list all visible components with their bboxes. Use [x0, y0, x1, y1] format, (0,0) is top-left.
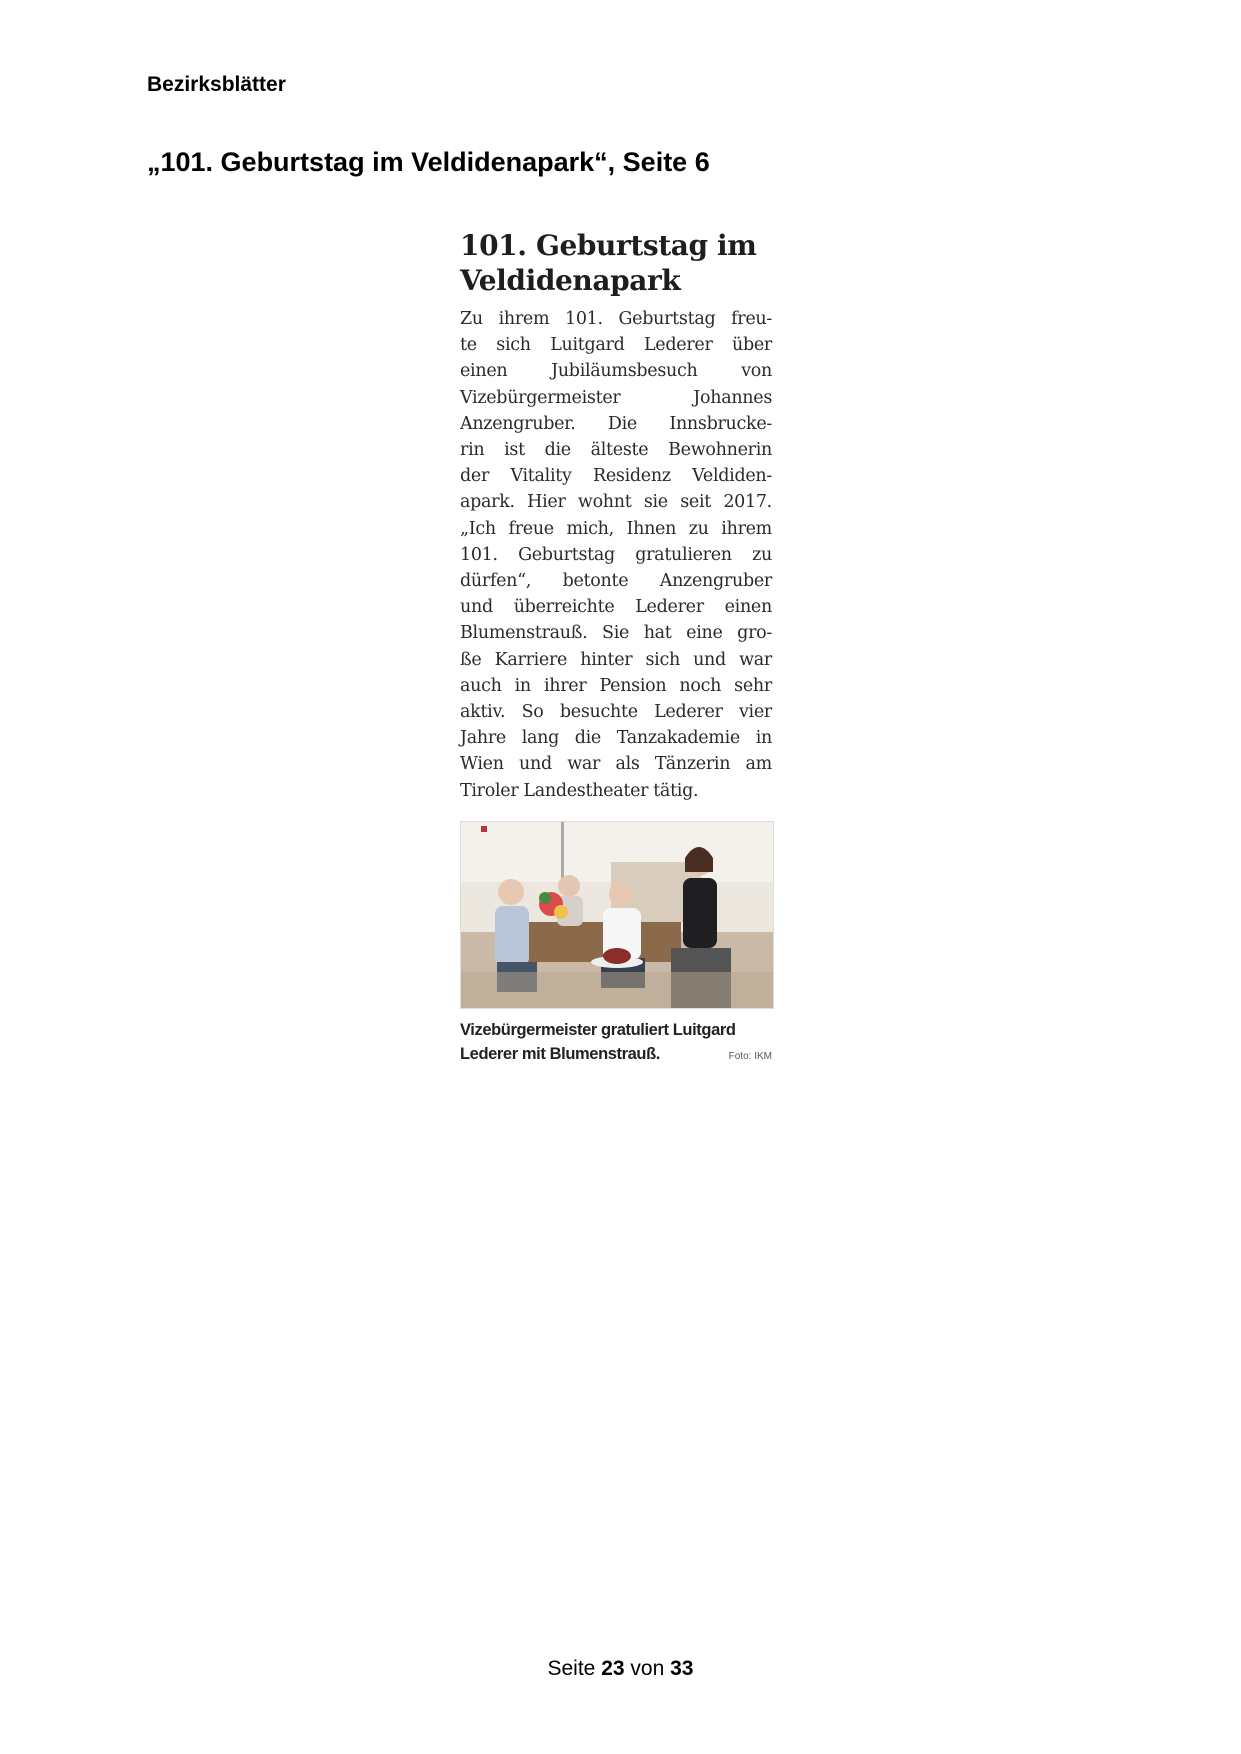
article-word: hinter — [580, 649, 633, 670]
article-body-line — [460, 437, 772, 463]
article-word: zu — [752, 544, 772, 565]
article-word: Lederer — [643, 335, 713, 356]
article-word: Lederer — [654, 702, 723, 723]
publication-name: Bezirksblätter — [147, 73, 286, 96]
article-headline-line: Veldidenapark — [460, 264, 681, 297]
article-word: Innsbrucke- — [669, 413, 772, 434]
article-word: betonte — [562, 571, 629, 592]
article-word: 101. — [565, 309, 603, 329]
article-word: 2017. — [723, 492, 772, 513]
article-word: Blumenstrauß. — [460, 623, 588, 644]
article-word: sehr — [734, 675, 772, 696]
article-word: freue — [508, 518, 554, 539]
article-word: Geburtstag — [518, 544, 615, 565]
photo-illustration — [461, 822, 773, 1008]
article-word: tätig. — [653, 780, 699, 801]
article-word: Residenz — [592, 466, 671, 487]
article-word: ße — [460, 649, 482, 670]
article-word: Karriere — [494, 649, 568, 670]
photo-caption-line: Lederer mit Blumenstrauß. — [460, 1044, 660, 1063]
article-photo — [460, 821, 774, 1009]
article-body-line — [460, 751, 772, 777]
article-body-line — [460, 411, 772, 437]
article-word: So — [521, 702, 544, 723]
article-word: Luitgard — [550, 335, 625, 356]
article-word: gratulieren — [635, 544, 732, 565]
photo-credit: Foto: IKM — [728, 1050, 772, 1062]
photo-caption-line: Vizebürgermeister gratuliert Luitgard — [460, 1020, 736, 1039]
footer-page-total: 33 — [670, 1657, 694, 1680]
article-word: auch — [460, 675, 502, 696]
article-body-line — [460, 568, 772, 594]
article-word: Tänzerin — [654, 754, 731, 775]
article-body-line — [460, 516, 772, 542]
article-word: Tiroler — [460, 780, 519, 801]
article-body-line — [460, 358, 772, 384]
article-body-line — [460, 542, 772, 568]
article-word: eine — [686, 623, 723, 644]
article-word: Geburtstag — [618, 309, 716, 329]
article-word: gro- — [737, 623, 772, 644]
article-word: Zu — [460, 309, 483, 329]
article-word: über — [731, 335, 772, 356]
article-word: der — [460, 466, 490, 487]
article-word: freu- — [731, 309, 772, 329]
article-word: rin — [460, 440, 485, 461]
article-word: lang — [521, 728, 559, 749]
article-word: hat — [643, 623, 672, 644]
article-body-line — [460, 725, 772, 751]
article-word: Anzengruber. — [460, 413, 576, 434]
article-word: Jubiläumsbesuch — [551, 361, 698, 382]
article-body-line — [460, 463, 772, 489]
article-body-line — [460, 385, 772, 411]
article-word: Tanzakademie — [616, 728, 740, 749]
article-headline-line: 101. Geburtstag im — [460, 229, 757, 262]
article-word: Pension — [599, 675, 667, 696]
article-body-line — [460, 594, 772, 620]
article-body-line — [460, 332, 772, 358]
article-word: dürfen“, — [460, 571, 532, 592]
article-body-line — [460, 647, 772, 673]
article-word: war — [567, 754, 601, 775]
article-word: am — [745, 754, 772, 775]
article-word: von — [741, 361, 772, 382]
article-word: Bewohnerin — [668, 440, 772, 461]
page-footer — [0, 1657, 1241, 1681]
article-word: war — [739, 649, 772, 670]
article-word: Wien — [460, 754, 504, 775]
article-word: und — [460, 597, 493, 618]
article-word: seit — [680, 492, 711, 513]
article-body-line — [460, 699, 772, 725]
article-body-line — [460, 489, 772, 515]
article-word: die — [544, 440, 571, 461]
article-word: Landestheater — [523, 780, 649, 801]
footer-prefix: Seite — [547, 1657, 596, 1680]
article-word: Vitality — [510, 466, 572, 487]
article-word: sich — [645, 649, 680, 670]
article-word: Johannes — [693, 387, 772, 408]
article-word: Lederer — [635, 597, 704, 618]
document-title: „101. Geburtstag im Veldidenapark“, Seite 6 — [147, 147, 710, 177]
article-word: Anzengruber — [659, 571, 772, 592]
article-word: Jahre — [460, 728, 506, 749]
article-word: Vizebürgermeister — [460, 387, 621, 408]
newspaper-clipping — [460, 228, 772, 1069]
article-body-line — [460, 306, 772, 332]
article-word: apark. — [460, 492, 515, 513]
article-word: in — [755, 728, 772, 749]
article-word: Die — [607, 413, 637, 434]
article-headline — [460, 228, 772, 298]
article-word: besuchte — [559, 702, 638, 723]
article-word: in — [514, 675, 531, 696]
article-word: und — [519, 754, 552, 775]
article-word: die — [574, 728, 601, 749]
article-word: Hier — [527, 492, 566, 513]
article-word: und — [693, 649, 726, 670]
article-body-line — [460, 778, 772, 804]
article-word: aktiv. — [460, 702, 506, 723]
article-body-line — [460, 620, 772, 646]
article-word: ihrem — [498, 309, 550, 329]
article-word: Sie — [602, 623, 630, 644]
article-word: sie — [643, 492, 668, 513]
article-word: wohnt — [577, 492, 632, 513]
article-word: überreichte — [513, 597, 615, 618]
photo-caption — [460, 1018, 772, 1069]
article-word: zu — [688, 518, 709, 539]
article-word: „Ich — [460, 518, 496, 539]
article-word: einen — [724, 597, 772, 618]
article-word: sich — [496, 335, 531, 356]
article-word: ist — [504, 440, 525, 461]
article-word: ihrer — [543, 675, 587, 696]
article-word: Veldiden- — [692, 466, 772, 487]
article-word: noch — [679, 675, 722, 696]
article-word: mich, — [566, 518, 614, 539]
article-word: te — [460, 335, 477, 356]
article-word: als — [615, 754, 640, 775]
article-body — [460, 306, 772, 804]
article-word: Ihnen — [626, 518, 677, 539]
article-word: einen — [460, 361, 508, 382]
article-word: ihrem — [721, 518, 772, 539]
article-word: älteste — [590, 440, 649, 461]
footer-page-number: 23 — [601, 1657, 625, 1680]
footer-middle: von — [630, 1657, 665, 1680]
article-word: vier — [738, 702, 772, 723]
article-body-line — [460, 673, 772, 699]
article-word: 101. — [460, 544, 498, 565]
